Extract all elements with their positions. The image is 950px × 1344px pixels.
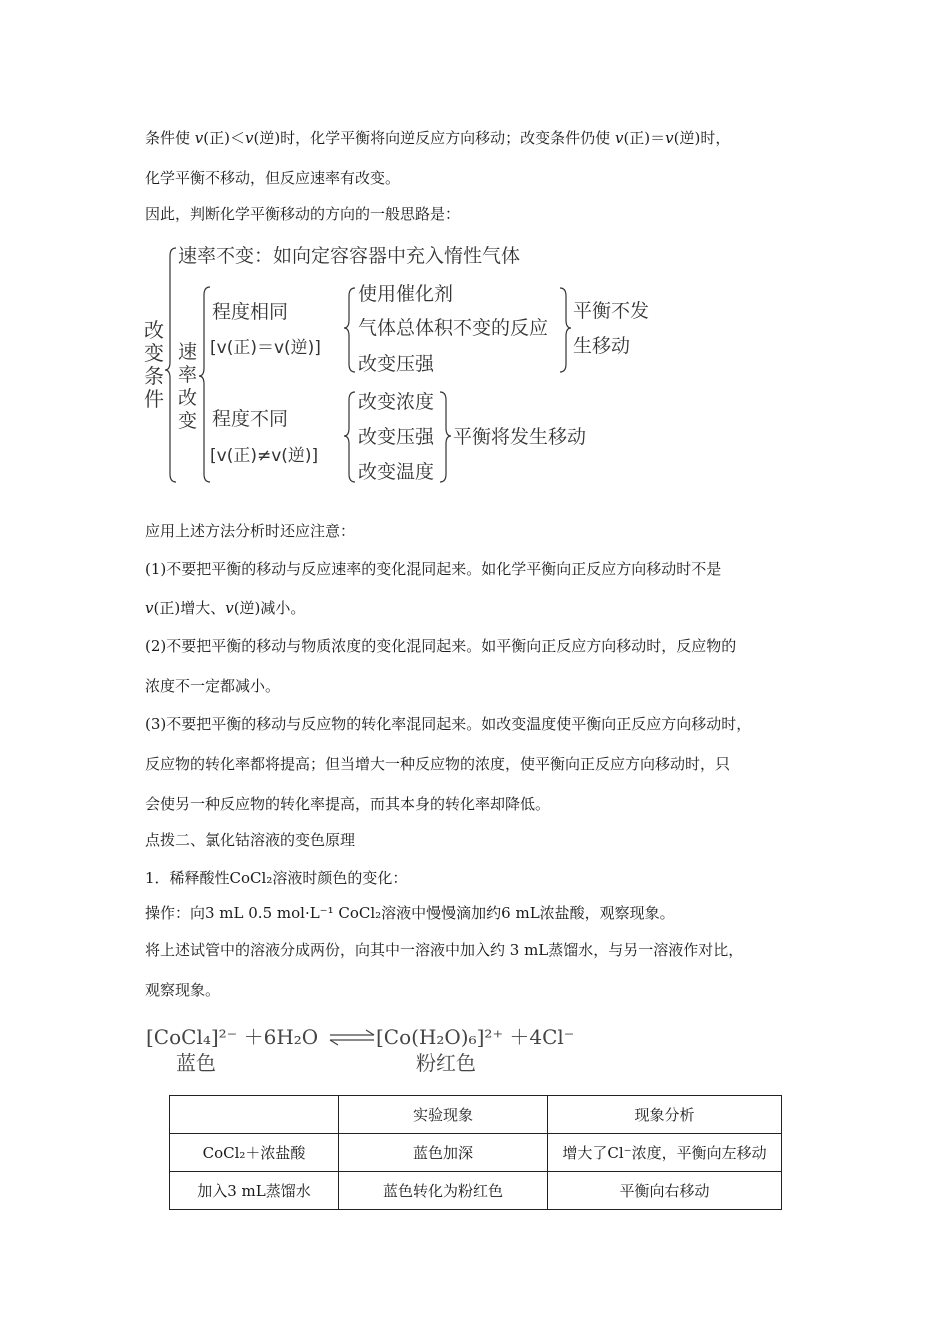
subsection-heading: 1．稀释酸性CoCl₂溶液时颜色的变化：	[145, 869, 408, 887]
same-result: 平衡不发	[573, 300, 650, 322]
table-cell: CoCl₂＋浓盐酸	[170, 1134, 339, 1172]
table-header-cell: 实验现象	[339, 1096, 548, 1134]
branch-change-label: 变	[178, 410, 198, 432]
table-cell: 增大了Cl⁻浓度，平衡向左移动	[548, 1134, 782, 1172]
paragraph-line: 反应物的转化率都将提高；但当增大一种反应物的浓度，使平衡向正反应方向移动时，只	[145, 755, 731, 773]
table-cell: 平衡向右移动	[548, 1172, 782, 1210]
paragraph-line: 会使另一种反应物的转化率提高，而其本身的转化率却降低。	[145, 795, 551, 813]
table-cell: 蓝色加深	[339, 1134, 548, 1172]
text: (正)＝	[623, 129, 666, 147]
root-label: 条	[144, 364, 164, 388]
equilibrium-arrow-icon	[330, 1030, 374, 1045]
text: 条件使	[145, 129, 195, 147]
branch-constant: 速率不变：如向定容容器中充入惰性气体	[178, 245, 521, 267]
same-item: 气体总体积不变的反应	[358, 317, 549, 339]
paragraph-line: (2)不要把平衡的移动与物质浓度的变化混同起来。如平衡向正反应方向移动时，反应物的	[145, 637, 737, 655]
table-header-row	[170, 1096, 782, 1134]
branch-change-label: 改	[178, 387, 198, 409]
same-items-brace	[344, 288, 355, 372]
diff-item: 改变温度	[358, 461, 435, 483]
paragraph-line: 操作：向3 mL 0.5 mol·L⁻¹ CoCl₂溶液中慢慢滴加约6 mL浓盐酸，观察现象。	[145, 904, 675, 922]
paragraph-line: 化学平衡不移动，但反应速率有改变。	[145, 169, 401, 187]
table-cell: 蓝色转化为粉红色	[339, 1172, 548, 1210]
rate-symbol: v	[244, 129, 254, 147]
paragraph-line: 因此，判断化学平衡移动的方向的一般思路是：	[145, 205, 461, 223]
same-item: 改变压强	[358, 353, 435, 375]
inner-brace	[199, 287, 210, 482]
same-degree-label: 程度相同	[212, 301, 289, 323]
table-header-cell	[170, 1096, 339, 1134]
diff-degree-condition: [v(正)≠v(逆)]	[210, 446, 319, 466]
text: (逆)减小。	[233, 599, 306, 617]
paragraph-line: 将上述试管中的溶液分成两份，向其中一溶液中加入约 3 mL蒸馏水，与另一溶液作对比，	[145, 941, 744, 959]
same-result: 生移动	[573, 335, 631, 357]
equation-left: [CoCl₄]²⁻ ＋6H₂O	[146, 1025, 319, 1049]
paragraph-line: 应用上述方法分析时还应注意：	[145, 522, 356, 540]
rate-symbol: v	[614, 129, 624, 147]
table-row	[170, 1134, 782, 1172]
text: (正)增大、	[153, 599, 226, 617]
text: (逆)时，	[673, 129, 731, 147]
paragraph-line: 浓度不一定都减小。	[145, 677, 281, 695]
text: (正)＜	[203, 129, 245, 147]
diff-result-brace	[440, 392, 451, 482]
branch-change-label: 率	[178, 364, 198, 386]
table-header-cell: 现象分析	[548, 1096, 782, 1134]
chemical-equation	[146, 1025, 574, 1075]
experiment-table	[169, 1095, 782, 1210]
branch-change-label: 速	[178, 341, 198, 363]
rate-symbol: v	[145, 599, 154, 617]
root-label: 变	[144, 341, 164, 365]
root-label: 改	[144, 318, 164, 342]
color-label-blue: 蓝色	[176, 1051, 216, 1075]
paragraph-line	[145, 598, 305, 618]
root-label: 件	[144, 387, 164, 411]
outer-brace	[165, 248, 176, 482]
rate-symbol: v	[665, 129, 674, 147]
section-heading: 点拨二、氯化钴溶液的变色原理	[145, 831, 356, 849]
rate-symbol: v	[225, 599, 234, 617]
paragraph-line: 观察现象。	[145, 981, 221, 999]
table-cell: 加入3 mL蒸馏水	[170, 1172, 339, 1210]
rate-symbol: v	[194, 129, 204, 147]
paragraph-line: (1)不要把平衡的移动与反应速率的变化混同起来。如化学平衡向正反应方向移动时不是	[145, 560, 722, 578]
paragraph-line: (3)不要把平衡的移动与反应物的转化率混同起来。如改变温度使平衡向正反应方向移动时，	[145, 715, 752, 733]
text: (逆)时，化学平衡将向逆反应方向移动；改变条件仍使	[253, 129, 615, 147]
same-degree-condition: [v(正)＝v(逆)]	[210, 338, 321, 358]
diff-degree-label: 程度不同	[212, 408, 289, 430]
color-label-pink: 粉红色	[416, 1051, 476, 1075]
equation-right: [Co(H₂O)₆]²⁺ ＋4Cl⁻	[376, 1025, 575, 1049]
diff-items-brace	[344, 392, 355, 482]
table-row	[170, 1172, 782, 1210]
paragraph-line	[145, 128, 730, 148]
diff-item: 改变压强	[358, 426, 435, 448]
diff-result: 平衡将发生移动	[453, 426, 587, 448]
same-result-brace	[560, 288, 571, 372]
same-item: 使用催化剂	[358, 283, 454, 305]
diff-item: 改变浓度	[358, 391, 435, 413]
